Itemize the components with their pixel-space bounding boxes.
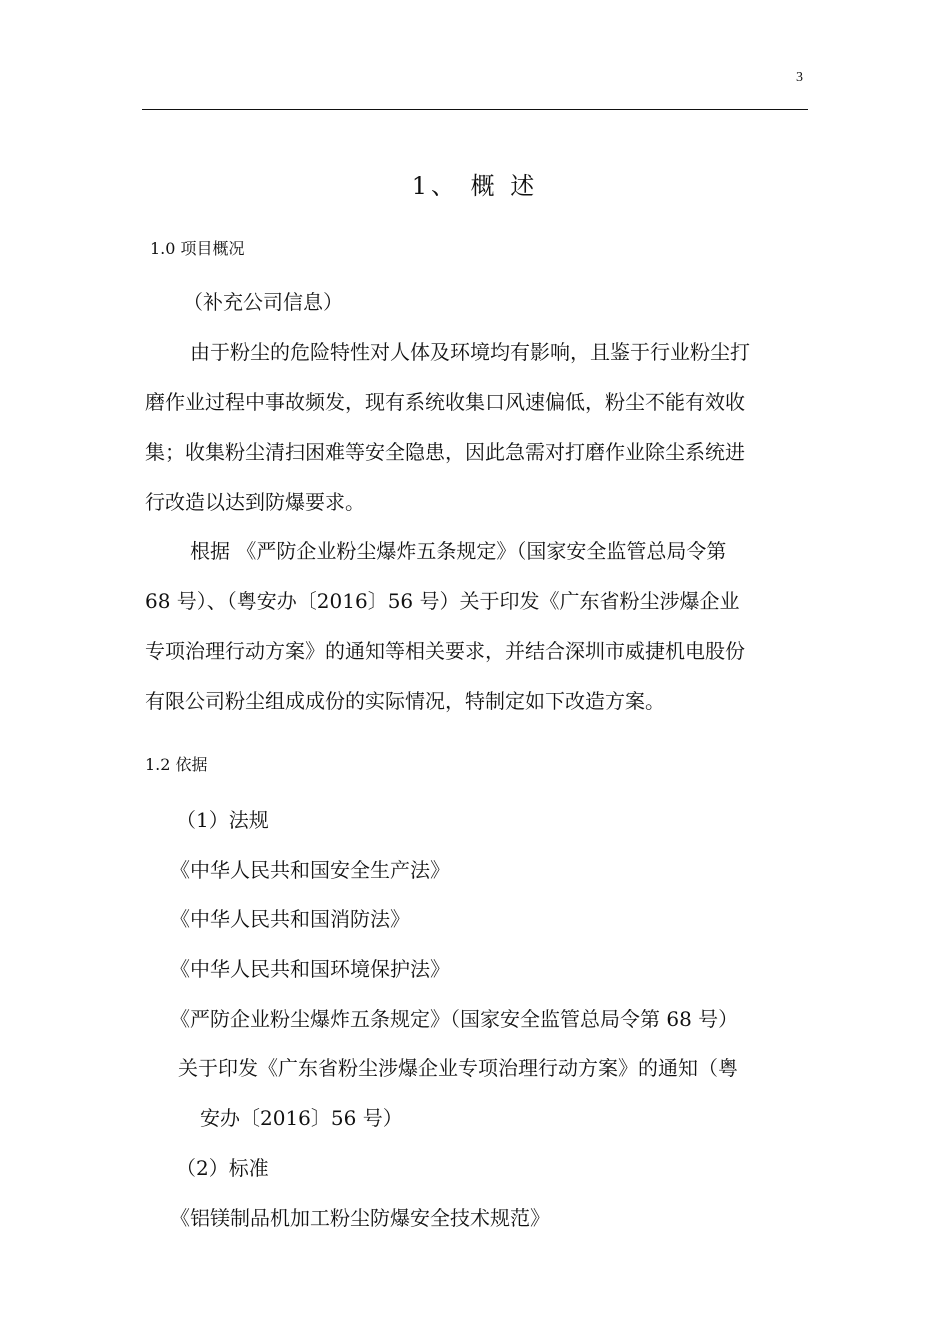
paragraph-line: 行改造以达到防爆要求。: [145, 490, 365, 514]
paragraph-line: 专项治理行动方案》的通知等相关要求，并结合深圳市威捷机电股份: [145, 639, 745, 663]
paragraph-line: 有限公司粉尘组成成份的实际情况，特制定如下改造方案。: [145, 689, 665, 713]
subheading-regulations: （1）法规: [176, 808, 269, 832]
notice-item-continued: 安办〔2016〕56 号）: [200, 1106, 403, 1130]
paragraph-line: 集；收集粉尘清扫困难等安全隐患，因此急需对打磨作业除尘系统进: [145, 440, 745, 464]
law-item: 《严防企业粉尘爆炸五条规定》（国家安全监管总局令第 68 号）: [170, 1007, 739, 1031]
chapter-title: 1、 概 述: [411, 172, 539, 200]
notice-item: 关于印发《广东省粉尘涉爆企业专项治理行动方案》的通知（粤: [178, 1056, 738, 1080]
header-rule: [142, 109, 808, 110]
law-item: 《中华人民共和国安全生产法》: [170, 858, 450, 882]
page-number: 3: [796, 70, 803, 85]
section-heading-1-2: 1.2 依据: [145, 755, 208, 774]
law-item: 《中华人民共和国消防法》: [170, 907, 410, 931]
company-info-note: （补充公司信息）: [183, 290, 343, 314]
paragraph-basis: [145, 526, 811, 726]
standard-item: 《铝镁制品机加工粉尘防爆安全技术规范》: [170, 1206, 550, 1230]
subheading-standards: （2）标准: [176, 1156, 269, 1180]
paragraph-line: 由于粉尘的危险特性对人体及环境均有影响，且鉴于行业粉尘打: [190, 340, 750, 364]
paragraph-line: 根据 《严防企业粉尘爆炸五条规定》（国家安全监管总局令第: [190, 539, 727, 563]
paragraph-line: 68 号）、（粤安办〔2016〕56 号）关于印发《广东省粉尘涉爆企业: [145, 589, 740, 613]
law-item: 《中华人民共和国环境保护法》: [170, 957, 450, 981]
paragraph-line: 磨作业过程中事故频发，现有系统收集口风速偏低，粉尘不能有效收: [145, 390, 745, 414]
section-heading-1-0: 1.0 项目概况: [150, 239, 245, 258]
paragraph-background: [145, 327, 811, 527]
